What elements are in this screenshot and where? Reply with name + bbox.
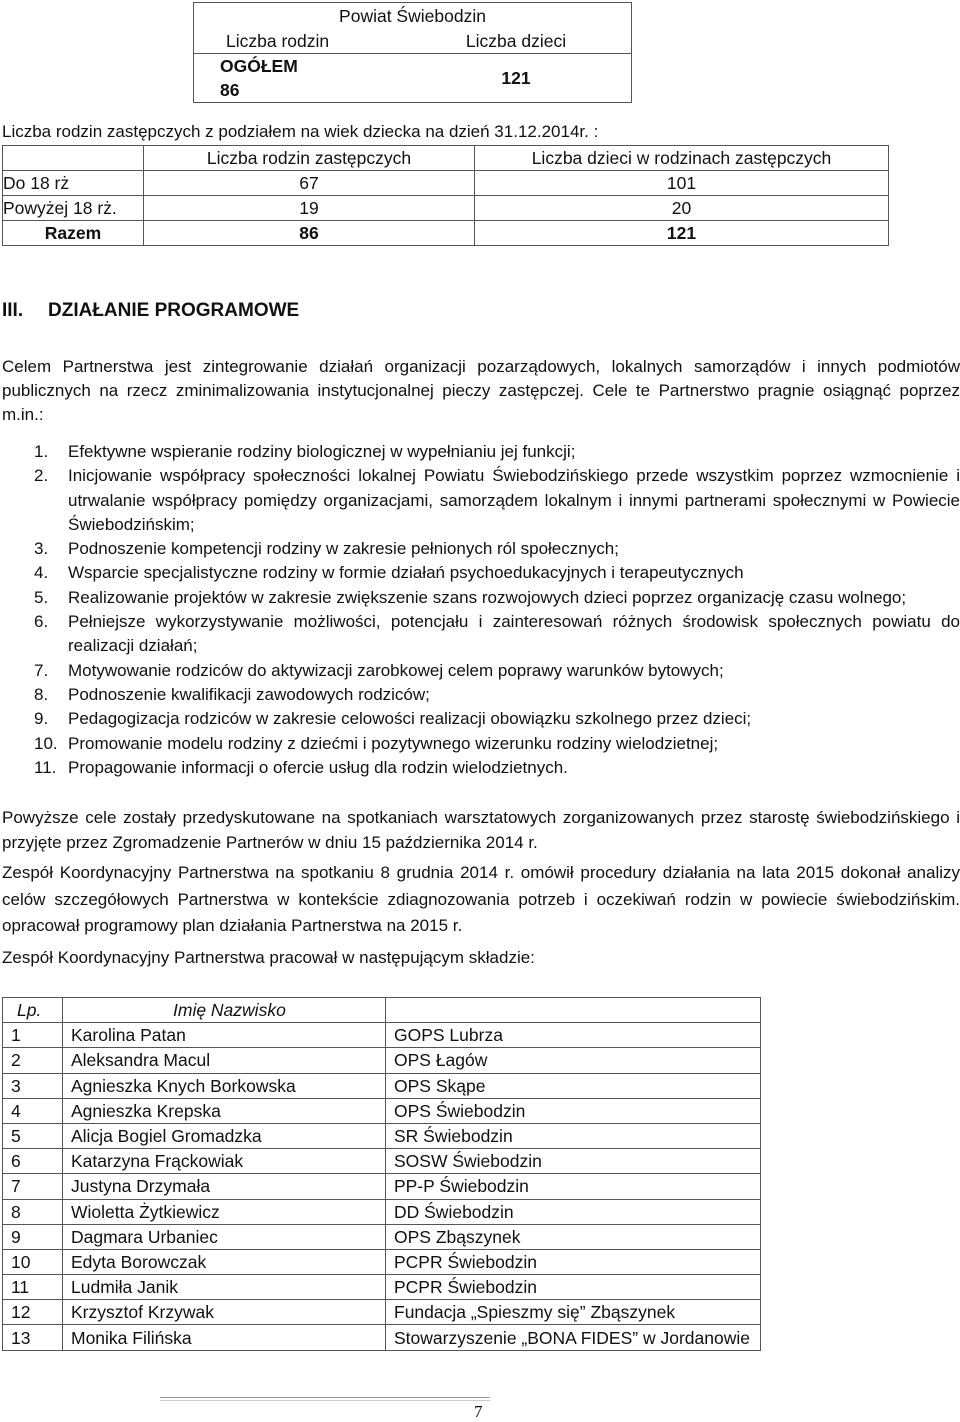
table-row bbox=[3, 1275, 761, 1300]
team-table-header-row bbox=[3, 998, 761, 1023]
age-table bbox=[2, 145, 889, 246]
age-header-2: Liczba dzieci w rodzinach zastępczych bbox=[475, 146, 889, 171]
goal-text: Pedagogizacja rodziców w zakresie celowości realizacji obowiązku szkolnego przez dzieci; bbox=[68, 709, 752, 729]
table-row bbox=[3, 221, 889, 246]
goal-number: 11. bbox=[34, 757, 57, 777]
goal-number: 6. bbox=[34, 612, 49, 632]
age-header-0 bbox=[3, 146, 144, 171]
summary-row-label: OGÓŁEM bbox=[220, 56, 298, 76]
age-cell: Razem bbox=[3, 221, 144, 246]
paragraph-meeting: Zespół Koordynacyjny Partnerstwa na spotkaniu 8 grudnia 2014 r. omówił procedury działania na lata 2015 dokonał analizy celów szczegółowych Partnerstwa w kontekście zdiagnozowania potrzeb i oczekiwań rodzin w powiecie świebodzińskim. opracował programowy plan działania Partnerstwa na 2015 r. bbox=[2, 863, 960, 935]
goal-text: Podnoszenie kompetencji rodziny w zakresie pełnionych ról społecznych; bbox=[68, 539, 619, 559]
team-cell-lp: 4 bbox=[3, 1098, 63, 1123]
team-cell-name: Agnieszka Krepska bbox=[63, 1098, 386, 1123]
section-number: III. bbox=[2, 300, 24, 321]
team-cell-lp: 8 bbox=[3, 1199, 63, 1224]
goal-number: 4. bbox=[34, 563, 49, 583]
team-cell-lp: 7 bbox=[3, 1174, 63, 1199]
goal-text: Wsparcie specjalistyczne rodziny w formie działań psychoedukacyjnych i terapeutycznych bbox=[68, 563, 744, 583]
table-row bbox=[3, 1325, 761, 1350]
goal-text: Motywowanie rodziców do aktywizacji zarobkowej celem poprawy warunków bytowych; bbox=[68, 660, 724, 680]
team-cell-org: DD Świebodzin bbox=[386, 1199, 761, 1224]
goal-number: 7. bbox=[34, 660, 49, 680]
list-item bbox=[2, 610, 960, 659]
team-cell-org: OPS Świebodzin bbox=[386, 1098, 761, 1123]
team-intro: Zespół Koordynacyjny Partnerstwa pracował w następującym składzie: bbox=[2, 948, 535, 967]
footer-divider bbox=[160, 1397, 490, 1398]
summary-col1-header: Liczba rodzin bbox=[226, 28, 401, 54]
team-cell-lp: 11 bbox=[3, 1275, 63, 1300]
goal-number: 10. bbox=[34, 733, 58, 753]
age-cell: 86 bbox=[144, 221, 475, 246]
goal-text: Realizowanie projektów w zakresie zwiększenie szans rozwojowych dzieci poprzez organizację czasu wolnego; bbox=[68, 587, 907, 607]
table-row bbox=[3, 1023, 761, 1048]
team-cell-name: Agnieszka Knych Borkowska bbox=[63, 1073, 386, 1098]
list-item bbox=[2, 537, 960, 561]
age-header-1: Liczba rodzin zastępczych bbox=[144, 146, 475, 171]
table-row bbox=[3, 1149, 761, 1174]
team-header-lp: Lp. bbox=[3, 998, 63, 1023]
team-header-name: Imię Nazwisko bbox=[63, 998, 386, 1023]
table-row bbox=[3, 1224, 761, 1249]
team-header-org bbox=[386, 998, 761, 1023]
team-cell-name: Monika Filińska bbox=[63, 1325, 386, 1350]
team-cell-lp: 2 bbox=[3, 1048, 63, 1073]
summary-val1: 86 bbox=[220, 80, 240, 100]
age-table-header-row bbox=[3, 146, 889, 171]
list-item bbox=[2, 732, 960, 756]
list-item bbox=[2, 586, 960, 610]
table-row bbox=[3, 171, 889, 196]
goal-text: Inicjowanie współpracy społeczności lokalnej Powiatu Świebodzińskiego przede wszystkim poprzez wzmocnienie i utrwalanie współpracy pomiędzy organizacjami, samorządem lokalnym i innymi partnerami społecznymi w Powiecie Świebodzińskim; bbox=[68, 466, 960, 534]
age-cell: Powyżej 18 rż. bbox=[3, 196, 144, 221]
list-item bbox=[2, 464, 960, 537]
section-title: DZIAŁANIE PROGRAMOWE bbox=[48, 300, 300, 321]
list-item bbox=[2, 756, 960, 780]
team-cell-org: GOPS Lubrza bbox=[386, 1023, 761, 1048]
table-row bbox=[3, 1098, 761, 1123]
section-heading bbox=[2, 300, 299, 322]
goal-text: Efektywne wspieranie rodziny biologicznej w wypełnianiu jej funkcji; bbox=[68, 442, 576, 461]
age-cell: 20 bbox=[475, 196, 889, 221]
goal-text: Promowanie modelu rodziny z dziećmi i pozytywnego wizerunku rodziny wielodzietnej; bbox=[68, 733, 719, 753]
list-item bbox=[2, 561, 960, 585]
team-cell-name: Aleksandra Macul bbox=[63, 1048, 386, 1073]
summary-row-total bbox=[194, 54, 402, 103]
team-cell-org: PCPR Świebodzin bbox=[386, 1275, 761, 1300]
team-cell-org: SR Świebodzin bbox=[386, 1123, 761, 1148]
team-cell-lp: 6 bbox=[3, 1149, 63, 1174]
summary-empty-cell bbox=[194, 28, 227, 54]
list-item bbox=[2, 659, 960, 683]
team-cell-name: Karolina Patan bbox=[63, 1023, 386, 1048]
team-cell-lp: 3 bbox=[3, 1073, 63, 1098]
goal-number: 5. bbox=[34, 587, 49, 607]
page-number: 7 bbox=[474, 1402, 483, 1421]
table-row bbox=[3, 196, 889, 221]
team-cell-org: Stowarzyszenie „BONA FIDES” w Jordanowie bbox=[386, 1325, 761, 1350]
intro-paragraph: Celem Partnerstwa jest zintegrowanie działań organizacji pozarządowych, lokalnych samorządów i innych podmiotów publicznych na rzecz zminimalizowania instytucjonalnej pieczy zastępczej. Cele te Partnerstwo pragnie osiągnąć poprzez m.in.: bbox=[2, 357, 960, 424]
team-cell-name: Wioletta Żytkiewicz bbox=[63, 1199, 386, 1224]
summary-val2: 121 bbox=[401, 54, 632, 103]
footer-divider-secondary bbox=[160, 1400, 490, 1401]
summary-title: Powiat Świebodzin bbox=[194, 3, 632, 29]
team-cell-lp: 10 bbox=[3, 1249, 63, 1274]
team-cell-org: PP-P Świebodzin bbox=[386, 1174, 761, 1199]
team-cell-lp: 13 bbox=[3, 1325, 63, 1350]
table-row bbox=[3, 1174, 761, 1199]
table-row bbox=[3, 1048, 761, 1073]
summary-table bbox=[193, 2, 632, 103]
list-item bbox=[2, 707, 960, 731]
goal-number: 9. bbox=[34, 709, 49, 729]
table-row bbox=[3, 1300, 761, 1325]
goal-text: Pełniejsze wykorzystywanie możliwości, potencjału i zainteresowań różnych środowisk społecznych powiatu do realizacji działań; bbox=[68, 612, 960, 656]
table-row bbox=[3, 1249, 761, 1274]
list-item bbox=[2, 440, 960, 464]
team-cell-name: Katarzyna Frąckowiak bbox=[63, 1149, 386, 1174]
age-cell: 121 bbox=[475, 221, 889, 246]
goal-number: 3. bbox=[34, 539, 49, 559]
age-cell: 19 bbox=[144, 196, 475, 221]
team-cell-org: Fundacja „Spieszmy się” Zbąszynek bbox=[386, 1300, 761, 1325]
team-cell-name: Justyna Drzymała bbox=[63, 1174, 386, 1199]
team-cell-name: Alicja Bogiel Gromadzka bbox=[63, 1123, 386, 1148]
team-cell-org: OPS Łagów bbox=[386, 1048, 761, 1073]
goal-number: 2. bbox=[34, 466, 49, 486]
age-cell: Do 18 rż bbox=[3, 171, 144, 196]
team-cell-lp: 5 bbox=[3, 1123, 63, 1148]
table-row bbox=[3, 1199, 761, 1224]
goal-text: Propagowanie informacji o ofercie usług dla rodzin wielodzietnych. bbox=[68, 757, 568, 777]
team-cell-name: Krzysztof Krzywak bbox=[63, 1300, 386, 1325]
team-cell-org: OPS Zbąszynek bbox=[386, 1224, 761, 1249]
team-cell-lp: 1 bbox=[3, 1023, 63, 1048]
goal-number: 1. bbox=[34, 442, 49, 461]
summary-col2-header: Liczba dzieci bbox=[401, 28, 632, 54]
team-cell-org: PCPR Świebodzin bbox=[386, 1249, 761, 1274]
age-cell: 101 bbox=[475, 171, 889, 196]
goals-list bbox=[2, 440, 960, 780]
team-cell-name: Edyta Borowczak bbox=[63, 1249, 386, 1274]
goal-number: 8. bbox=[34, 684, 49, 704]
team-cell-name: Dagmara Urbaniec bbox=[63, 1224, 386, 1249]
team-table bbox=[2, 997, 761, 1351]
team-cell-org: OPS Skąpe bbox=[386, 1073, 761, 1098]
table-row bbox=[3, 1073, 761, 1098]
goal-text: Podnoszenie kwalifikacji zawodowych rodziców; bbox=[68, 684, 430, 704]
list-item bbox=[2, 683, 960, 707]
team-cell-lp: 12 bbox=[3, 1300, 63, 1325]
team-cell-org: SOSW Świebodzin bbox=[386, 1149, 761, 1174]
paragraph-consultation: Powyższe cele zostały przedyskutowane na spotkaniach warsztatowych zorganizowanych przez starostę świebodzińskiego i przyjęte przez Zgromadzenie Partnerów w dniu 15 października 2014 r. bbox=[2, 808, 960, 852]
team-cell-lp: 9 bbox=[3, 1224, 63, 1249]
team-cell-name: Ludmiła Janik bbox=[63, 1275, 386, 1300]
table-row bbox=[3, 1123, 761, 1148]
age-intro: Liczba rodzin zastępczych z podziałem na wiek dziecka na dzień 31.12.2014r. : bbox=[2, 122, 599, 141]
age-cell: 67 bbox=[144, 171, 475, 196]
